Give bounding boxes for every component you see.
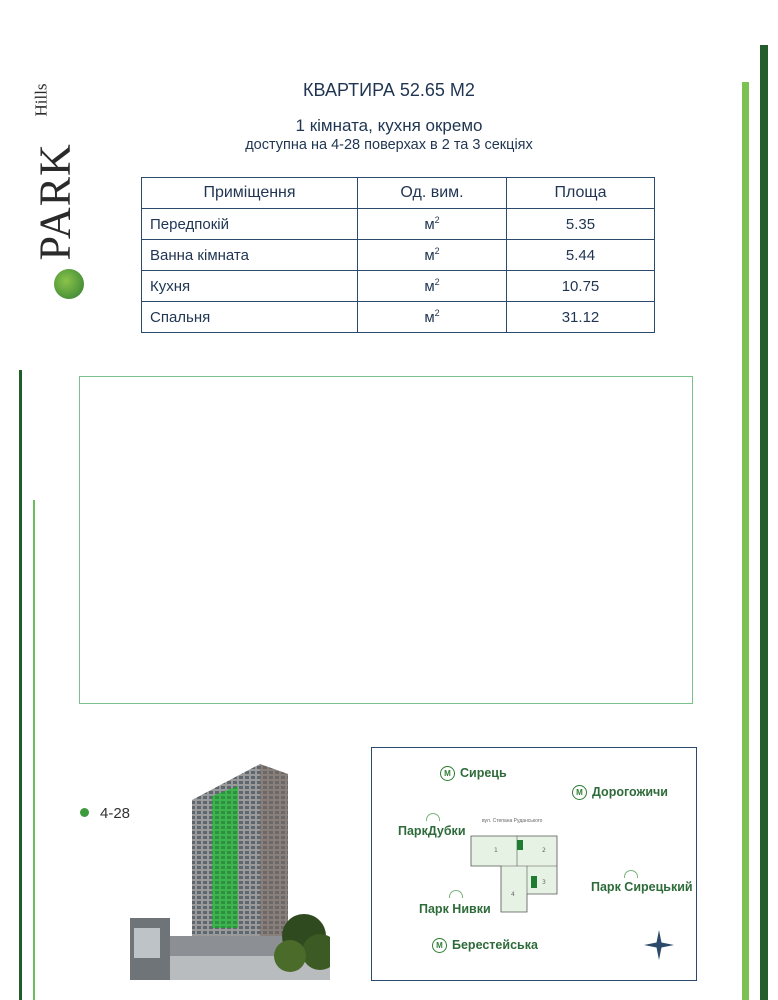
room-name: Передпокій (142, 209, 358, 240)
logo-dot-icon (54, 269, 84, 299)
apartment-title: КВАРТИРА 52.65 М2 (303, 80, 475, 100)
room-area: 10.75 (507, 271, 655, 302)
header-unit: Од. вим. (358, 178, 507, 209)
room-unit: $м^2$ (358, 209, 507, 240)
metro-icon: M (572, 785, 587, 800)
street-label: вул. Степана Руданського (482, 818, 543, 824)
apartment-subtitle: 1 кімната, кухня окремо (295, 116, 483, 135)
rooms-table (141, 177, 655, 333)
floor-dot-icon (80, 808, 89, 817)
park-tree-icon (449, 890, 463, 898)
room-area: 5.35 (507, 209, 655, 240)
park-hills-logo (10, 40, 90, 270)
metro-syrets: M Сирець (440, 766, 507, 781)
park-syretskyi-label: Парк Сирецький (591, 880, 693, 894)
room-name: Ванна кімната (142, 240, 358, 271)
header-area: Площа (507, 178, 655, 209)
room-unit: $м^2$ (358, 302, 507, 333)
floor-range-label: 4-28 (100, 805, 131, 822)
left-accent-line-dark (19, 370, 22, 1000)
room-area: 5.44 (507, 240, 655, 271)
metro-icon: M (440, 766, 455, 781)
floor-plan-frame (79, 376, 693, 704)
right-accent-line-light (742, 82, 749, 1000)
park-tree-icon (426, 813, 440, 821)
room-name: Спальня (142, 302, 358, 333)
table-row (142, 302, 655, 333)
table-row (142, 209, 655, 240)
table-header-row (142, 178, 655, 209)
metro-icon: M (432, 938, 447, 953)
room-name: Кухня (142, 271, 358, 302)
park-nyvky-label: Парк Нивки (419, 902, 491, 916)
compass-rose-icon (642, 928, 676, 962)
room-unit: $м^2$ (358, 271, 507, 302)
park-dubky-label: ПаркДубки (398, 824, 466, 838)
building-render-image (130, 760, 330, 980)
left-accent-line-light (33, 500, 35, 1000)
right-accent-line-dark (760, 45, 768, 1000)
logo-hills: Hills (31, 83, 51, 117)
section-label: 1 (494, 847, 498, 854)
section-label: 3 (542, 879, 546, 886)
logo-word: PARK (30, 143, 80, 261)
table-row (142, 271, 655, 302)
table-row (142, 240, 655, 271)
room-unit: $м^2$ (358, 240, 507, 271)
location-map (371, 747, 697, 981)
metro-beresteiska: M Берестейська (432, 938, 538, 953)
metro-dorohozhychi: M Дорогожичи (572, 785, 668, 800)
park-tree-icon (624, 870, 638, 878)
section-label: 2 (542, 847, 546, 854)
site-plan-graphic (467, 826, 567, 916)
section-label: 4 (511, 891, 515, 898)
room-area: 31.12 (507, 302, 655, 333)
header-room: Приміщення (142, 178, 358, 209)
apartment-availability: доступна на 4-28 поверхах в 2 та 3 секціях (245, 137, 533, 153)
